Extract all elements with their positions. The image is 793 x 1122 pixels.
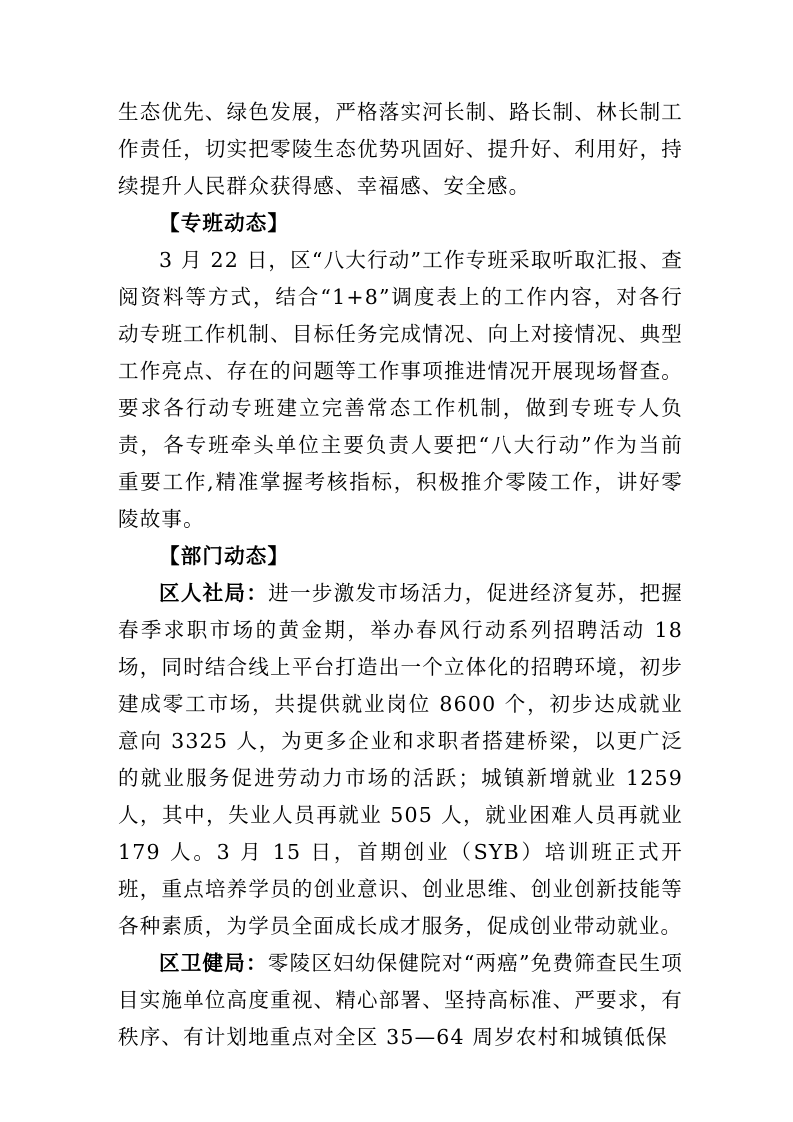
dept-name-hr: 区人社局： [159,581,269,605]
dept-paragraph-health [118,945,683,1056]
dept-name-health: 区卫健局： [159,951,268,975]
special-paragraph: 3 月 22 日，区“八大行动”工作专班采取听取汇报、查阅资料等方式，结合“1+8”调度表上的工作内容，对各行动专班工作机制、目标任务完成情况、向上对接情况、典型工作亮点、存在的问题等工作事项推进情况开展现场督查。要求各行动专班建立完善常态工作机制，做到专班专人负责，各专班牵头单位主要负责人要把“八大行动”作为当前重要工作,精准掌握考核指标，积极推介零陵工作，讲好零陵故事。 [118,248,683,531]
document-body [118,94,683,1056]
section-heading-special: 【专班动态】 [159,211,290,235]
dept-text-health: 零陵区妇幼保健院对“两癌”免费筛查民生项目实施单位高度重视、精心部署、坚持高标准、严要求，有秩序、有计划地重点对全区 35—64 周岁农村和城镇低保 [118,951,683,1049]
dept-paragraph-hr [118,575,683,945]
intro-paragraph: 生态优先、绿色发展，严格落实河长制、路长制、林长制工作责任，切实把零陵生态优势巩固好、提升好、利用好，持续提升人民群众获得感、幸福感、安全感。 [118,100,683,198]
dept-text-hr: 进一步激发市场活力，促进经济复苏，把握春季求职市场的黄金期，举办春风行动系列招聘活动 18 场，同时结合线上平台打造出一个立体化的招聘环境，初步建成零工市场，共提供就业岗位 8600 个，初步达成就业意向 3325 人，为更多企业和求职者搭建桥梁，以更广泛的就业服务促进劳动力市场的活跃；城镇新增就业 1259 人，其中，失业人员再就业 505 人，就业困难人员再就业 179 人。3 月 15 日，首期创业（SYB）培训班正式开班，重点培养学员的创业意识、创业思维、创业创新技能等各种素质，为学员全面成长成才服务，促成创业带动就业。 [118,581,683,938]
section-heading-department: 【部门动态】 [159,544,290,568]
